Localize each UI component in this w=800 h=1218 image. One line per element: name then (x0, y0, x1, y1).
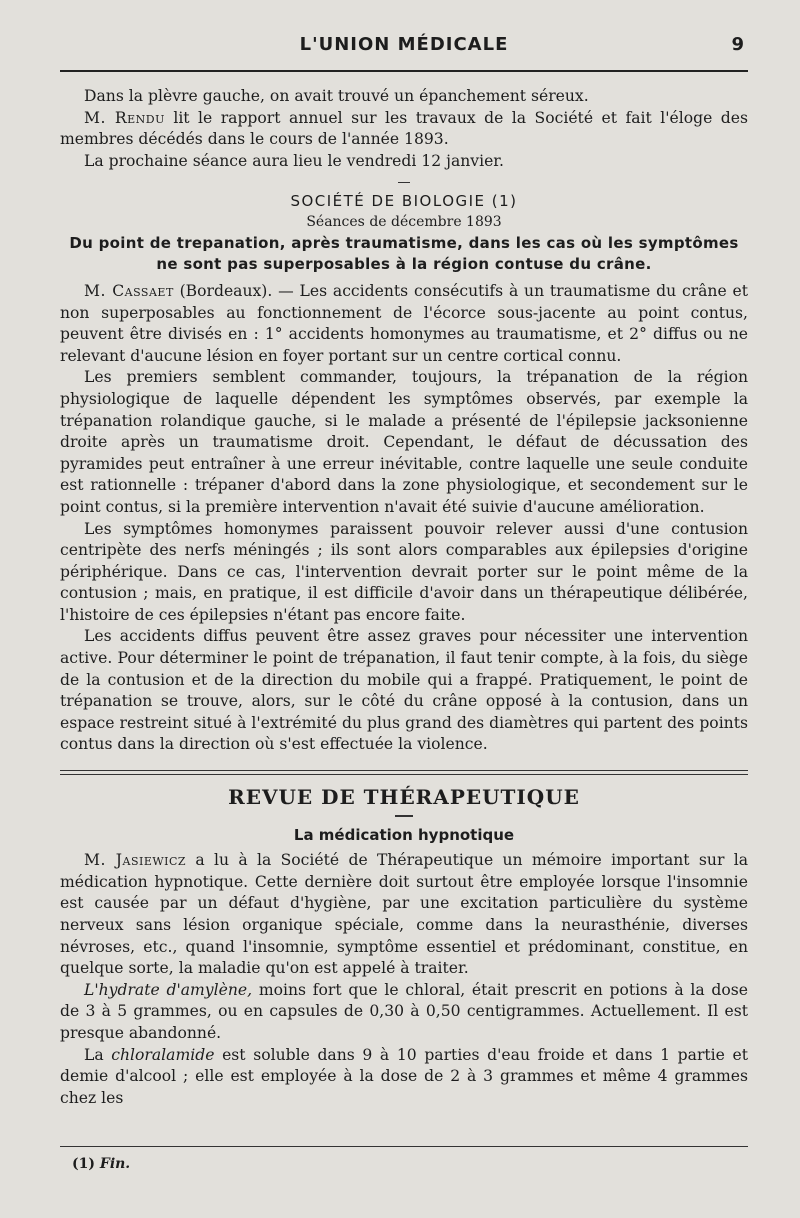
italic-term: L'hydrate d'amylène, (84, 980, 253, 999)
page-body (60, 86, 748, 1109)
page-header (60, 30, 748, 60)
section-subtitle: Séances de décembre 1893 (306, 213, 502, 230)
article-title-medication: La médication hypnotique (293, 825, 515, 844)
paragraph-text: moins fort que le chloral, était prescrit en potions à la dose de 3 à 5 grammes, ou en capsules de 0,30 à 0,50 centigrammes. Actuellement. Il est presque abandonné. (60, 980, 748, 1042)
biologie-paragraph-2: Les premiers semblent commander, toujours, la trépanation de la région physiologique de laquelle dépendent les symptômes observés, par exemple la trépanation rolandique gauche, si le malade a présenté de l'épilepsie jacksonienne droite après un traumatisme droit. Cependant, le défaut de décussation des pyramides peut entraîner à une erreur inévitable, contre laquelle une seule conduite est rationnelle : trépaner d'abord dans la zone physiologique, et secondement sur le point contus, si la première intervention n'avait été suivie d'aucune amélioration. (60, 368, 748, 516)
header-rule (60, 70, 748, 72)
separator-dash (395, 815, 413, 817)
author-name: M. Rendu (84, 108, 165, 127)
separator-dash (398, 182, 410, 183)
author-name: M. Cassaet (84, 281, 174, 300)
therapeutique-paragraph-2 (60, 980, 748, 1045)
author-name: M. Jasiewicz (84, 851, 187, 870)
paragraph-text: est soluble dans 9 à 10 parties d'eau froide et dans 1 partie et demie d'alcool ; elle est employée à la dose de 2 à 3 grammes et même 4 grammes chez les (60, 1045, 748, 1107)
footnote-text: Fin. (99, 1156, 131, 1172)
biologie-paragraph-4: Les accidents diffus peuvent être assez graves pour nécessiter une intervention active. Pour déterminer le point de trépanation, il faut tenir compte, à la fois, du siège de la contusion et de la direction du mobile qui a frappé. Pratiquement, le point de trépanation se trouve, alors, sur le côté du crâne opposé à la contusion, dans un espace restreint situé à l'extrémité du plus grand des diamètres qui partent des points contus dans la direction où s'est effectuée la violence. (60, 627, 748, 754)
section-title-therapeutique: REVUE DE THÉRAPEUTIQUE (228, 785, 580, 810)
therapeutique-paragraph-3 (60, 1045, 748, 1110)
article-title-trepanation: Du point de trepanation, après traumatisme, dans les cas où les symptômes ne sont pas superposables à la région contuse du crâne. (69, 233, 739, 273)
section-title-biologie: SOCIÉTÉ DE BIOLOGIE (1) (290, 192, 518, 211)
paragraph-text: (Bordeaux). — Les accidents consécutifs à un traumatisme du crâne et non superposables au fonctionnement de l'écorce sous-jacente au point contus, peuvent être divisés en : 1° accidents homonymes au traumatisme, et 2° diffus ou ne relevant d'aucune lésion en foyer portant sur un centre cortical connu. (60, 281, 748, 365)
biologie-paragraph-3: Les symptômes homonymes paraissent pouvoir relever aussi d'une contusion centripète des nerfs méningés ; ils sont alors comparables aux épilepsies d'origine périphérique. Dans ce cas, l'intervention devrait porter sur le point même de la contusion ; mais, en pratique, il est difficile d'avoir dans un thérapeutique délibérée, l'histoire de ces épilepsies n'étant pas encore faite. (60, 519, 748, 624)
intro-paragraph-3: La prochaine séance aura lieu le vendredi 12 janvier. (84, 151, 505, 170)
paragraph-text: a lu à la Société de Thérapeutique un mémoire important sur la médication hypnotique. Cette dernière doit surtout être employée lorsque l'insomnie est causée par un défaut d'hygiène, par une excitation particulière du système nerveux sans lésion organique spéciale, comme dans la neurasthénie, diverses névroses, etc., quand l'insomnie, symptôme essentiel et prédominant, constitue, en quelque sorte, la maladie qu'on est appelé à traiter. (60, 851, 749, 978)
paragraph-text: La (84, 1045, 112, 1064)
intro-paragraph-1: Dans la plèvre gauche, on avait trouvé un épanchement séreux. (84, 87, 589, 105)
intro-paragraph-2 (60, 108, 748, 151)
italic-term: chloralamide (111, 1045, 215, 1064)
biologie-paragraph-1 (60, 281, 748, 367)
therapeutique-paragraph-1 (60, 850, 748, 980)
footnote-marker: (1) (72, 1156, 95, 1172)
paragraph-text: lit le rapport annuel sur les travaux de la Société et fait l'éloge des membres décédés dans le cours de l'année 1893. (60, 108, 748, 149)
footnote-rule (60, 1146, 748, 1147)
footnote (72, 1156, 130, 1172)
running-title: L'UNION MÉDICALE (299, 34, 509, 55)
section-double-rule (60, 770, 748, 775)
page-number: 9 (731, 34, 744, 55)
